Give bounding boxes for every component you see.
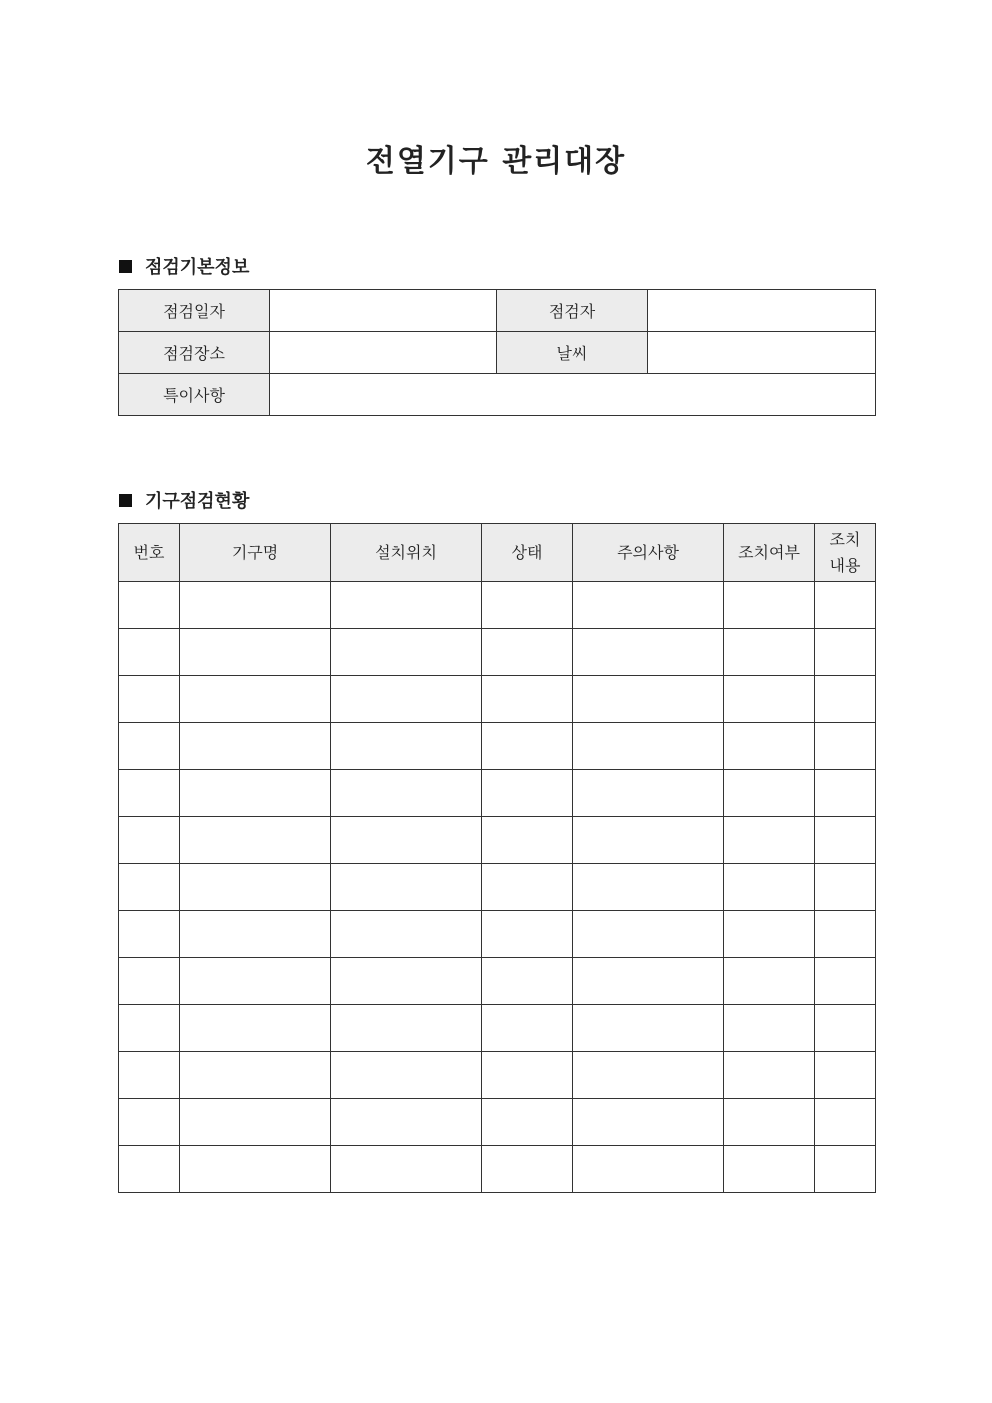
precautions-cell[interactable]: [573, 911, 724, 958]
location-cell[interactable]: [331, 817, 482, 864]
action-content-cell[interactable]: [815, 676, 876, 723]
column-header-action-content-line1: 조치: [829, 529, 861, 549]
number-cell[interactable]: [119, 676, 180, 723]
number-cell[interactable]: [119, 817, 180, 864]
precautions-cell[interactable]: [573, 958, 724, 1005]
location-cell[interactable]: [331, 676, 482, 723]
location-cell[interactable]: [331, 629, 482, 676]
location-cell[interactable]: [331, 911, 482, 958]
number-cell[interactable]: [119, 1005, 180, 1052]
number-cell[interactable]: [119, 770, 180, 817]
table-row: [119, 817, 876, 864]
action-taken-cell[interactable]: [724, 817, 815, 864]
column-header-condition: 상태: [482, 524, 573, 582]
action-content-cell[interactable]: [815, 582, 876, 629]
appliance-status-body: [119, 582, 876, 1193]
action-taken-cell[interactable]: [724, 770, 815, 817]
location-cell[interactable]: [331, 1099, 482, 1146]
table-row: [119, 629, 876, 676]
remarks-field[interactable]: [270, 374, 876, 416]
condition-cell[interactable]: [482, 582, 573, 629]
precautions-cell[interactable]: [573, 676, 724, 723]
action-content-cell[interactable]: [815, 1005, 876, 1052]
action-taken-cell[interactable]: [724, 1146, 815, 1193]
appliance-name-cell[interactable]: [180, 817, 331, 864]
appliance-name-cell[interactable]: [180, 1052, 331, 1099]
location-cell[interactable]: [331, 582, 482, 629]
appliance-name-cell[interactable]: [180, 1005, 331, 1052]
action-taken-cell[interactable]: [724, 582, 815, 629]
number-cell[interactable]: [119, 864, 180, 911]
inspector-label: 점검자: [497, 290, 648, 332]
column-header-number: 번호: [119, 524, 180, 582]
section-heading-label: 점검기본정보: [145, 257, 250, 278]
condition-cell[interactable]: [482, 723, 573, 770]
table-row: [119, 1099, 876, 1146]
action-taken-cell[interactable]: [724, 911, 815, 958]
action-content-cell[interactable]: [815, 723, 876, 770]
number-cell[interactable]: [119, 1052, 180, 1099]
number-cell[interactable]: [119, 629, 180, 676]
table-row: [119, 290, 876, 332]
column-header-action-taken: 조치여부: [724, 524, 815, 582]
condition-cell[interactable]: [482, 1052, 573, 1099]
action-taken-cell[interactable]: [724, 1005, 815, 1052]
precautions-cell[interactable]: [573, 723, 724, 770]
column-header-action-content-line2: 내용: [829, 555, 861, 575]
inspection-date-field[interactable]: [270, 290, 497, 332]
appliance-name-cell[interactable]: [180, 1146, 331, 1193]
action-content-cell[interactable]: [815, 911, 876, 958]
column-header-location: 설치위치: [331, 524, 482, 582]
precautions-cell[interactable]: [573, 864, 724, 911]
action-taken-cell[interactable]: [724, 958, 815, 1005]
condition-cell[interactable]: [482, 958, 573, 1005]
weather-label: 날씨: [497, 332, 648, 374]
table-row: [119, 1052, 876, 1099]
inspection-date-label: 점검일자: [119, 290, 270, 332]
table-row: [119, 911, 876, 958]
table-row: [119, 676, 876, 723]
inspector-field[interactable]: [648, 290, 876, 332]
weather-field[interactable]: [648, 332, 876, 374]
section-heading-appliance-status: [119, 487, 249, 513]
table-row: [119, 1146, 876, 1193]
location-cell[interactable]: [331, 770, 482, 817]
action-content-cell[interactable]: [815, 770, 876, 817]
appliance-name-cell[interactable]: [180, 911, 331, 958]
condition-cell[interactable]: [482, 629, 573, 676]
location-cell[interactable]: [331, 1005, 482, 1052]
precautions-cell[interactable]: [573, 1052, 724, 1099]
action-content-cell[interactable]: [815, 629, 876, 676]
table-row: [119, 723, 876, 770]
action-taken-cell[interactable]: [724, 1052, 815, 1099]
location-cell[interactable]: [331, 1146, 482, 1193]
precautions-cell[interactable]: [573, 1005, 724, 1052]
condition-cell[interactable]: [482, 817, 573, 864]
location-cell[interactable]: [331, 864, 482, 911]
inspection-place-label: 점검장소: [119, 332, 270, 374]
action-content-cell[interactable]: [815, 1052, 876, 1099]
precautions-cell[interactable]: [573, 770, 724, 817]
appliance-name-cell[interactable]: [180, 864, 331, 911]
action-content-cell[interactable]: [815, 864, 876, 911]
action-taken-cell[interactable]: [724, 723, 815, 770]
column-header-precautions: 주의사항: [573, 524, 724, 582]
condition-cell[interactable]: [482, 770, 573, 817]
number-cell[interactable]: [119, 1146, 180, 1193]
action-taken-cell[interactable]: [724, 1099, 815, 1146]
action-content-cell[interactable]: [815, 817, 876, 864]
table-row: [119, 582, 876, 629]
table-row: [119, 374, 876, 416]
number-cell[interactable]: [119, 958, 180, 1005]
condition-cell[interactable]: [482, 1099, 573, 1146]
black-square-icon: [119, 260, 132, 273]
table-row: [119, 770, 876, 817]
section-heading-label: 기구점검현황: [145, 491, 250, 512]
table-header-row: [119, 524, 876, 582]
condition-cell[interactable]: [482, 911, 573, 958]
location-cell[interactable]: [331, 958, 482, 1005]
remarks-label: 특이사항: [119, 374, 270, 416]
number-cell[interactable]: [119, 723, 180, 770]
action-taken-cell[interactable]: [724, 629, 815, 676]
action-taken-cell[interactable]: [724, 864, 815, 911]
table-row: [119, 958, 876, 1005]
location-cell[interactable]: [331, 723, 482, 770]
appliance-name-cell[interactable]: [180, 958, 331, 1005]
precautions-cell[interactable]: [573, 1099, 724, 1146]
appliance-name-cell[interactable]: [180, 1099, 331, 1146]
condition-cell[interactable]: [482, 1005, 573, 1052]
column-header-appliance-name: 기구명: [180, 524, 331, 582]
action-taken-cell[interactable]: [724, 676, 815, 723]
number-cell[interactable]: [119, 911, 180, 958]
section-heading-basic-info: [119, 253, 249, 279]
location-cell[interactable]: [331, 1052, 482, 1099]
condition-cell[interactable]: [482, 864, 573, 911]
appliance-name-cell[interactable]: [180, 723, 331, 770]
appliance-name-cell[interactable]: [180, 582, 331, 629]
precautions-cell[interactable]: [573, 817, 724, 864]
inspection-place-field[interactable]: [270, 332, 497, 374]
action-content-cell[interactable]: [815, 958, 876, 1005]
number-cell[interactable]: [119, 582, 180, 629]
appliance-name-cell[interactable]: [180, 770, 331, 817]
page-title: 전열기구 관리대장: [365, 144, 627, 179]
appliance-name-cell[interactable]: [180, 629, 331, 676]
action-content-cell[interactable]: [815, 1146, 876, 1193]
condition-cell[interactable]: [482, 1146, 573, 1193]
column-header-action-content: [815, 524, 876, 582]
appliance-status-table: [118, 523, 876, 1193]
action-content-cell[interactable]: [815, 1099, 876, 1146]
appliance-name-cell[interactable]: [180, 676, 331, 723]
precautions-cell[interactable]: [573, 582, 724, 629]
number-cell[interactable]: [119, 1099, 180, 1146]
precautions-cell[interactable]: [573, 1146, 724, 1193]
table-row: [119, 864, 876, 911]
basic-info-table: [118, 289, 876, 416]
table-row: [119, 1005, 876, 1052]
table-row: [119, 332, 876, 374]
precautions-cell[interactable]: [573, 629, 724, 676]
black-square-icon: [119, 494, 132, 507]
condition-cell[interactable]: [482, 676, 573, 723]
